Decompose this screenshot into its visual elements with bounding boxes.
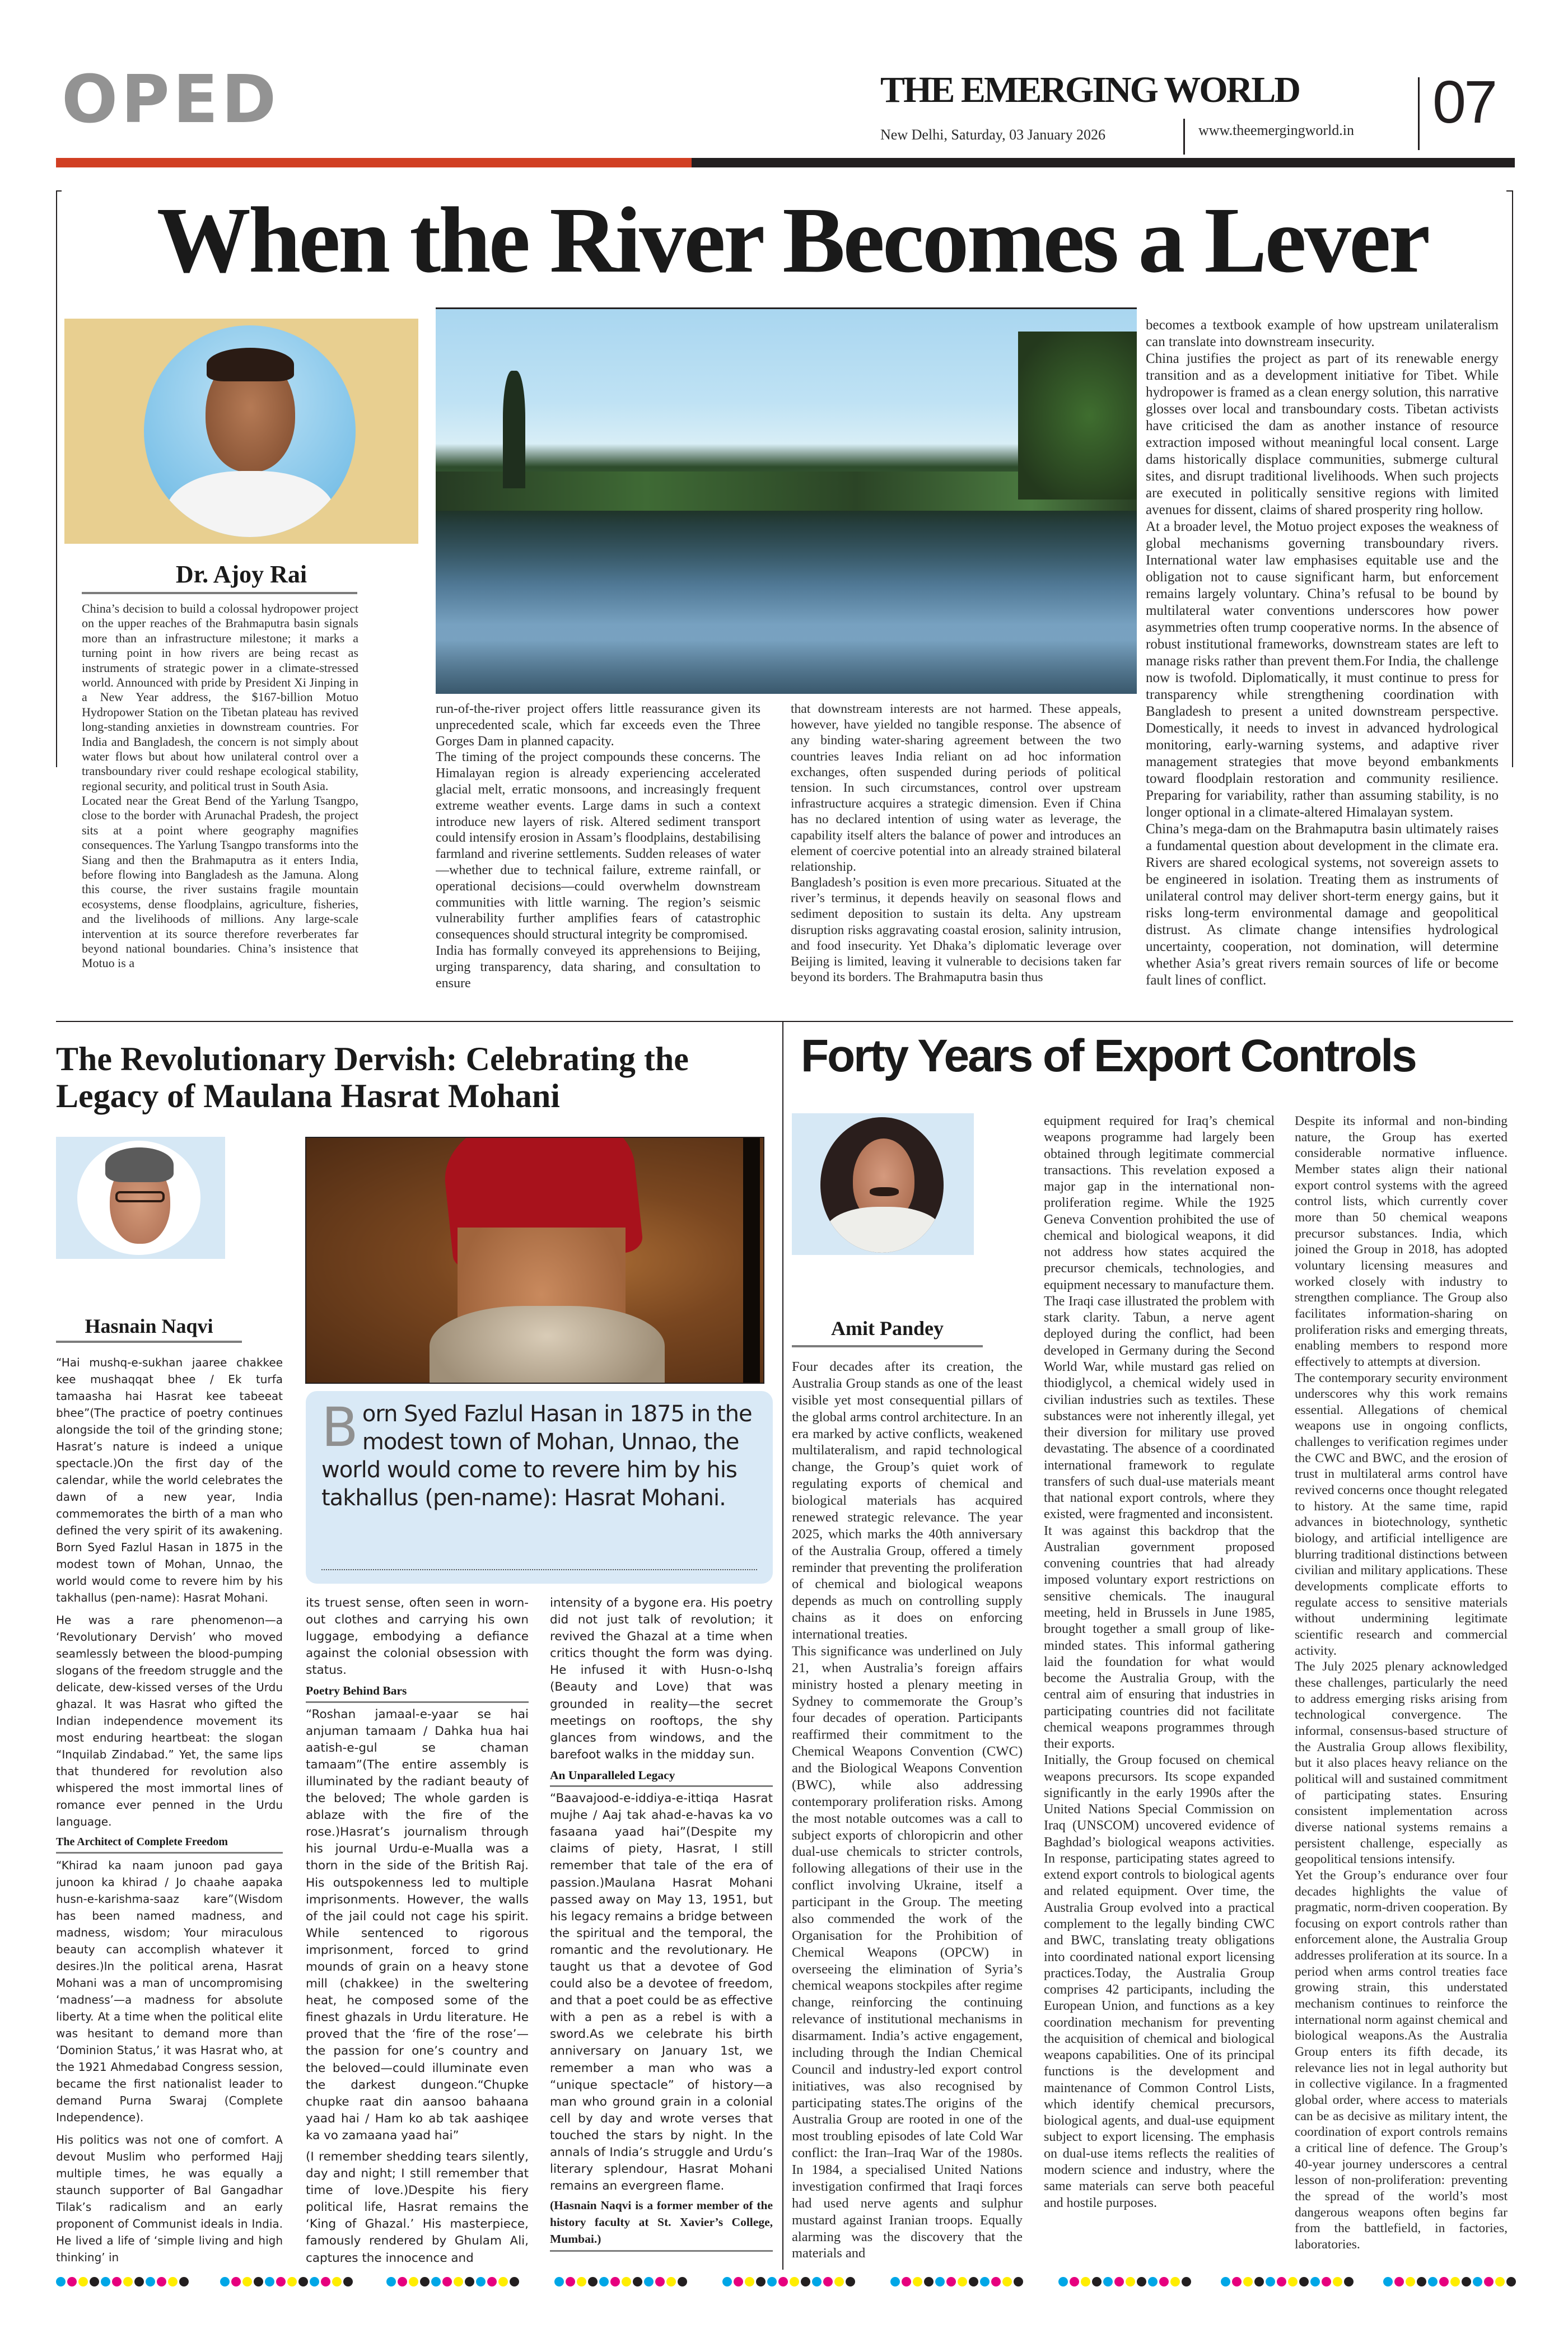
registration-dot — [1126, 2277, 1135, 2286]
paragraph: China’s mega-dam on the Brahmaputra basin ultimately raises a fundamental question about development in the climate era. Rivers are shared ecological systems, not sovereign assets to be engineered in isolation. Treating them as instruments of unilateral control may deliver short-term energy gains, but it risks long-term environmental damage and geopolitical distrust. As climate change intensifies hydrological uncertainty, cooperation, not domination, will determine whether Asia’s great rivers remain sources of life or become fault lines of conflict. — [1146, 822, 1499, 988]
photo-edge — [743, 1138, 760, 1384]
registration-dot — [90, 2277, 99, 2286]
registration-dot — [1344, 2277, 1354, 2286]
paragraph: The contemporary security environment underscores why this work remains essential. Allegations of chemical weapons use in ongoing conflicts, challenges to verification regimes under the CWC and BWC, and the erosion of trust in multilateral arms control have revived concerns once thought relegated to history. At the same time, rapid advances in biotechnology, synthetic biology, and artificial intelligence are blurring traditional distinctions between civilian and military applications. These developments complicate efforts to regulate access to sensitive materials without undermining legitimate scientific research and commercial activity. — [1295, 1370, 1508, 1658]
byline-rule — [56, 1341, 242, 1343]
registration-dot — [332, 2277, 342, 2286]
registration-dot — [1288, 2277, 1298, 2286]
author-photo-ajoy-rai — [64, 319, 418, 544]
registration-dot — [734, 2277, 743, 2286]
registration-dot — [801, 2277, 810, 2286]
registration-dot — [1159, 2277, 1169, 2286]
registration-dot — [298, 2277, 308, 2286]
registration-dot — [56, 2277, 66, 2286]
water-reflection — [436, 511, 1137, 694]
registration-dot — [991, 2277, 1001, 2286]
author-photo-amit-pandey — [792, 1113, 974, 1255]
hasrat-mohani-portrait — [305, 1137, 764, 1384]
registration-dot — [655, 2277, 665, 2286]
registration-dot — [678, 2277, 687, 2286]
registration-dot — [1322, 2277, 1331, 2286]
river-landscape-photo — [436, 307, 1137, 694]
pull-quote-text — [321, 1396, 757, 1512]
registration-dot — [1495, 2277, 1505, 2286]
registration-dot — [1299, 2277, 1309, 2286]
registration-dot — [946, 2277, 956, 2286]
paragraph: equipment required for Iraq’s chemical weapons programme had largely been obtained through legitimate commercial transactions. This revelation exposed a major gap in the international non-proliferation regime. While the 1925 Geneva Convention prohibited the use of chemical and biological weapons, it did not address how states acquired the precursor chemicals, technologies, and equipment necessary to manufacture them. — [1044, 1114, 1275, 1292]
paragraph: China’s decision to build a colossal hydropower project on the upper reaches of the Brahmaputra basin signals more than an infrastructure milestone; it marks a turning point in how rivers are being recast as instruments of strategic power in a climate-stressed world. Announced with pride by President Xi Jinping in a New Year address, the $167-billion Motuo Hydropower Station on the Tibetan plateau has revived long-standing anxieties in downstream countries. For India and Bangladesh, the concern is not simply about water flows but about how unilateral control over a transboundary river could reshape ecological stability, regional security, and political trust in South Asia. — [82, 601, 358, 793]
mohani-column-2 — [306, 1595, 529, 2267]
cmyk-registration-marks — [1383, 2277, 1516, 2286]
registration-dot — [756, 2277, 766, 2286]
registration-dot — [924, 2277, 934, 2286]
registration-dot — [1103, 2277, 1113, 2286]
registration-dot — [1428, 2277, 1438, 2286]
paragraph: Bangladesh’s position is even more precarious. Situated at the river’s terminus, it depends heavily on seasonal flows and sediment deposition to sustain its delta. Any upstream disruption risks aggravating coastal erosion, salinity intrusion, and food insecurity. Yet Dhaka’s diplomatic leverage over Beijing is limited, leaving it vulnerable to decisions taken far beyond its borders. The Brahmaputra basin thus — [791, 875, 1121, 985]
registration-dot — [78, 2277, 88, 2286]
cmyk-registration-marks — [1221, 2277, 1354, 2286]
registration-dot — [420, 2277, 430, 2286]
frame-border — [56, 190, 57, 767]
lead-headline: When the River Becomes a Lever — [156, 188, 1429, 292]
registration-dot — [1002, 2277, 1012, 2286]
author-portrait-icon — [77, 1141, 200, 1255]
hair-shape — [207, 348, 294, 381]
registration-dot — [1070, 2277, 1079, 2286]
registration-dot — [554, 2277, 564, 2286]
dotted-rule — [321, 1569, 757, 1570]
column-divider — [782, 1021, 783, 2270]
tree-shape — [503, 371, 525, 488]
registration-dot — [1506, 2277, 1516, 2286]
beard-shape — [430, 1306, 665, 1384]
registration-dot — [454, 2277, 463, 2286]
registration-dot — [409, 2277, 418, 2286]
registration-dot — [168, 2277, 178, 2286]
registration-dot — [112, 2277, 122, 2286]
cmyk-registration-marks — [1058, 2277, 1191, 2286]
glasses-shape — [115, 1191, 165, 1202]
tree-shape — [1018, 332, 1137, 500]
registration-dot — [1092, 2277, 1102, 2286]
registration-dot — [778, 2277, 788, 2286]
registration-dot — [498, 2277, 508, 2286]
registration-dot — [767, 2277, 777, 2286]
export-column-2 — [1044, 1113, 1275, 2267]
pull-quote-body: orn Syed Fazlul Hasan in 1875 in the modest town of Mohan, Unnao, the world would come to revere him by his takhallus (pen-name): Hasrat Mohani. — [321, 1401, 752, 1511]
registration-dot — [386, 2277, 396, 2286]
cmyk-registration-marks — [386, 2277, 519, 2286]
registration-dot — [1254, 2277, 1264, 2286]
registration-dot — [123, 2277, 133, 2286]
hair-shape — [105, 1147, 174, 1182]
website-link[interactable]: www.theemergingworld.in — [1198, 122, 1355, 138]
registration-dot — [599, 2277, 609, 2286]
lead-column-1 — [82, 601, 358, 991]
export-headline: Forty Years of Export Controls — [801, 1030, 1416, 1081]
cmyk-registration-marks — [554, 2277, 687, 2286]
paragraph: intensity of a bygone era. His poetry did not just talk of revolution; it revived the Ghazal at a time when critics thought the form was dying. He infused it with Husn-o-Ishq (Beauty and Love) that was grounded in reality—the secret meetings on rooftops, the shy glances from windows, and the barefoot walks in the midday sun. — [550, 1596, 773, 1762]
paragraph: The July 2025 plenary acknowledged these challenges, particularly the need to address emerging risks arising from technological convergence. The informal, consensus-based structure of the Australia Group allows flexibility, but it also places heavy reliance on the political will and sustained commitment of participating states. Ensuring consistent implementation across diverse national systems remains a persistent challenge, especially as geopolitical tensions intensify. — [1295, 1659, 1508, 1867]
paragraph: run-of-the-river project offers little reassurance given its unprecedented scale, which far exceeds even the Three Gorges Dam in planned capacity. — [436, 702, 760, 749]
paragraph: “Baavajood-e-iddiya-e-ittiqa Hasrat mujhe / Aaj tak ahad-e-havas ka vo fasaana yaad hai”(Despite my claims of piety, Hasrat, I still remember that tale of the era of passion.)Maulana Hasrat Mohani passed away on May 13, 1951, but his legacy remains a bridge between the spiritual and the temporal, the romantic and the revolutionary. He taught us that a devotee of God could also be a devotee of freedom, and that a poet could be as effective with a pen as a rebel is with a sword.As we celebrate his birth anniversary on January 1st, we remember a man who was a “unique spectacle” of history—a man who ground grain in a colonial cell by day and wrote verses that touched the stars by night. In the annals of India’s struggle and Urdu’s literary splendour, Hasrat Mohani remains an evergreen flame. — [550, 1791, 773, 2194]
paragraph: He was a rare phenomenon—a ‘Revolutionary Dervish’ who moved seamlessly between the blood-pumping slogans of the freedom struggle and the delicate, dew-kissed verses of the Urdu ghazal. It was Hasrat who gifted the Indian independence movement its most enduring heartbeat: the slogan “Inquilab Zindabad.” Yet, the same lips that thundered for revolution also whispered the most immortal lines of romance ever penned in the Urdu language. — [56, 1613, 283, 1828]
registration-dot — [242, 2277, 252, 2286]
registration-dot — [1232, 2277, 1242, 2286]
registration-dot — [254, 2277, 263, 2286]
paragraph: His politics was not one of comfort. A devout Muslim who performed Hajj multiple times, he was equally a staunch supporter of Bal Gangadhar Tilak’s radicalism and an early proponent of Communist ideals in India. He lived a life of ‘simple living and high thinking’ in — [56, 2133, 283, 2264]
registration-dot — [846, 2277, 855, 2286]
registration-dot — [1406, 2277, 1415, 2286]
moustache-shape — [870, 1187, 899, 1196]
lead-column-2 — [436, 701, 760, 992]
registration-dot — [1484, 2277, 1494, 2286]
registration-dot — [265, 2277, 274, 2286]
author-portrait-icon — [144, 325, 356, 537]
paragraph: China justifies the project as part of its renewable energy transition and as a development initiative for Tibet. While hydropower is framed as a clean energy solution, this narrative glosses over local and transboundary costs. Tibetan activists have criticised the dam as another instance of resource extraction imposed without meaningful local consent. Large dams historically displace communities, submerge cultural sites, and disrupt traditional livelihoods. When such projects are executed in politically sensitive regions with limited avenues for dissent, claims of shared prosperity ring hollow. — [1146, 351, 1499, 517]
registration-dot — [610, 2277, 620, 2286]
paragraph: (I remember shedding tears silently, day and night; I still remember that time of love.)Despite his fiery political life, Hasrat remains the ‘King of Ghazal.’ His masterpiece, famously rendered by Ghulam Ali, captures the innocence and — [306, 2150, 529, 2265]
dateline: New Delhi, Saturday, 03 January 2026 — [880, 127, 1105, 143]
registration-dot — [1114, 2277, 1124, 2286]
registration-dot — [823, 2277, 833, 2286]
registration-dot — [276, 2277, 286, 2286]
registration-dot — [588, 2277, 598, 2286]
registration-dot — [1221, 2277, 1230, 2286]
subhead-architect: The Architect of Complete Freedom — [56, 1833, 283, 1854]
registration-dot — [1243, 2277, 1253, 2286]
registration-dot — [146, 2277, 155, 2286]
registration-dot — [343, 2277, 353, 2286]
registration-dot — [1058, 2277, 1068, 2286]
subhead-legacy: An Unparalleled Legacy — [550, 1767, 773, 1787]
byline-hasnain-naqvi: Hasnain Naqvi — [85, 1315, 213, 1337]
registration-dot — [134, 2277, 144, 2286]
registration-dot — [1137, 2277, 1146, 2286]
registration-dot — [220, 2277, 230, 2286]
paragraph: Yet the Group’s endurance over four decades highlights the value of pragmatic, norm-driven cooperation. By focusing on export controls rather than enforcement alone, the Australia Group addresses proliferation at its source. In a period when arms control treaties face growing strain, this understated mechanism continues to reinforce the international norm against chemical and biological weapons.As the Australia Group enters its fifth decade, its relevance lies not in legal authority but in collective vigilance. In a fragmented global order, where access to materials can be as decisive as military intent, the coordination of export controls remains a critical line of defence. The Group’s 40-year journey underscores a central lesson of non-proliferation: preventing the spread of the world’s most dangerous weapons often begins far from the battlefield, in factories, laboratories. — [1295, 1868, 1508, 2252]
registration-dot — [834, 2277, 844, 2286]
registration-dot — [287, 2277, 297, 2286]
divider — [1183, 119, 1185, 155]
paragraph: its truest sense, often seen in worn-out clothes and carrying his own luggage, embodying a defiance against the colonial obsession with status. — [306, 1596, 529, 1678]
registration-dot — [398, 2277, 407, 2286]
paragraph: Four decades after its creation, the Australia Group stands as one of the least visible yet most consequential pillars of the global arms control architecture. In an era marked by active conflicts, weakened multilateralism, and rapid technological change, the Group’s quiet work of regulating exports of chemical and biological materials has acquired renewed strategic relevance. The year 2025, which marks the 40th anniversary of the Australia Group, offered a timely reminder that preventing the proliferation of chemical and biological weapons depends as much on controlling supply chains as it does on enforcing international treaties. — [792, 1359, 1023, 1642]
registration-dot — [1148, 2277, 1158, 2286]
author-credit: (Hasnain Naqvi is a former member of the history faculty at St. Xavier’s College, Mumbai.) — [550, 2197, 773, 2251]
registration-dot — [1014, 2277, 1023, 2286]
registration-dot — [1417, 2277, 1426, 2286]
lead-column-3 — [791, 701, 1121, 992]
byline-amit-pandey: Amit Pandey — [831, 1317, 944, 1340]
paragraph: At a broader level, the Motuo project exposes the weakness of global mechanisms governing transboundary rivers. International water law emphasises equitable use and the obligation not to cause significant harm, but enforcement remains largely voluntary. China’s refusal to be bound by multilateral water conventions underscores how power asymmetries often trump cooperative norms. In the absence of robust institutional frameworks, downstream states are left to manage risks rather than prevent them.For India, the challenge now is twofold. Diplomatically, it must continue to press for transparency while strengthening coordination with Bangladesh to present a united downstream perspective. Domestically, it needs to invest in advanced hydrological monitoring, early-warning systems, and adaptive river management strategies that move beyond embankments toward floodplain restoration and community resilience. Preparing for variability, rather than assuming stability, is no longer optional in a climate-altered Himalayan system. — [1146, 519, 1499, 820]
frame-border — [1512, 190, 1513, 767]
paragraph: It was against this backdrop that the Australian government proposed convening countries that had already imposed voluntary export restrictions on sensitive chemicals. The inaugural meeting, held in Brussels in June 1985, brought together a small group of like-minded states. This informal gathering laid the foundation for what would become the Australia Group, with the central aim of ensuring that industries in participating countries did not facilitate chemical weapons programmes through their exports. — [1044, 1523, 1275, 1752]
registration-dot — [465, 2277, 474, 2286]
export-column-1 — [792, 1359, 1023, 2267]
registration-dot — [1081, 2277, 1090, 2286]
registration-dot — [1182, 2277, 1191, 2286]
mohani-headline: The Revolutionary Dervish: Celebrating the Legacy of Maulana Hasrat Mohani — [56, 1040, 689, 1114]
registration-dot — [101, 2277, 110, 2286]
registration-dot — [157, 2277, 166, 2286]
cmyk-registration-marks — [56, 2277, 189, 2286]
mohani-column-3 — [550, 1595, 773, 2267]
author-portrait-icon — [820, 1117, 944, 1253]
author-photo-hasnain-naqvi — [56, 1137, 225, 1259]
paragraph: that downstream interests are not harmed. These appeals, however, have yielded no tangible response. The absence of any binding water-sharing agreement between the two countries leaves India reliant on ad hoc information exchanges, often suspended during periods of political tension. In such circumstances, control over upstream infrastructure acquires a strategic dimension. Even if China has no declared intention of using water as leverage, the capability itself alters the balance of power and introduces an element of coercive potential into an already strained bilateral relationship. — [791, 702, 1121, 874]
paragraph: India has formally conveyed its apprehensions to Beijing, urging transparency, data sharing, and consultation to ensure — [436, 943, 760, 991]
registration-dot — [790, 2277, 799, 2286]
registration-dot — [1170, 2277, 1180, 2286]
registration-dot — [179, 2277, 189, 2286]
registration-dot — [969, 2277, 978, 2286]
registration-dot — [577, 2277, 586, 2286]
registration-dot — [890, 2277, 900, 2286]
registration-dot — [1310, 2277, 1320, 2286]
registration-dot — [902, 2277, 911, 2286]
registration-dot — [666, 2277, 676, 2286]
registration-dot — [476, 2277, 486, 2286]
byline-rule — [82, 592, 357, 594]
shirt-shape — [825, 1207, 942, 1253]
registration-dot — [442, 2277, 452, 2286]
page-number: 07 — [1432, 68, 1496, 136]
registration-dot — [487, 2277, 497, 2286]
registration-dot — [310, 2277, 319, 2286]
registration-dot — [510, 2277, 519, 2286]
registration-dot — [1473, 2277, 1482, 2286]
byline-ajoy-rai: Dr. Ajoy Rai — [175, 561, 307, 588]
registration-dot — [622, 2277, 631, 2286]
divider — [1418, 77, 1420, 150]
pull-quote — [306, 1391, 773, 1584]
registration-dot — [633, 2277, 642, 2286]
paragraph: This significance was underlined on July 21, when Australia’s foreign affairs ministry hosted a plenary meeting in Sydney to commemorate the Group’s four decades of operation. Participants reaffirmed their commitment to the Chemical Weapons Convention (CWC) and the Biological Weapons Convention (BWC), while also addressing contemporary proliferation risks. Among the most notable outcomes was a call to subject exports of chloropicrin and other dual-use chemicals to stricter controls, following allegations of their use in the conflict involving Ukraine, itself a participant in the Group. The meeting also commended the work of the Organisation for the Prohibition of Chemical Weapons (OPCW) in overseeing the elimination of Syria’s chemical weapons stockpiles after regime change, reinforcing the continuing relevance of institutional mechanisms in disarmament. India’s active engagement, including through the Indian Chemical Council and industry-led export control initiatives, was also recognised by participating states.The origins of the Australia Group are rooted in one of the most troubling episodes of late Cold War conflict: the Iran–Iraq War of the 1980s. In 1984, a specialised United Nations investigation confirmed that Iraqi forces had used nerve agents and sulphur mustard against Iranian troops. Equally alarming was the discovery that the materials and — [792, 1643, 1023, 2261]
paragraph: Despite its informal and non-binding nature, the Group has exerted considerable normative influence. Member states align their national export control systems with the agreed control lists, which currently cover more than 50 chemical weapons precursor substances. India, which joined the Group in 2018, has adopted voluntary licensing measures and worked closely with industry to strengthen compliance. The Group also facilitates information-sharing on proliferation risks and emerging threats, enabling members to respond more effectively to attempts at diversion. — [1295, 1114, 1508, 1369]
shirt-shape — [166, 471, 334, 537]
masthead-accent-bar — [56, 158, 692, 167]
mohani-column-1 — [56, 1354, 283, 2267]
registration-dot — [67, 2277, 77, 2286]
registration-dot — [745, 2277, 754, 2286]
cmyk-registration-marks — [890, 2277, 1023, 2286]
subhead-poetry: Poetry Behind Bars — [306, 1682, 529, 1702]
registration-dot — [566, 2277, 575, 2286]
section-label: OPED — [62, 60, 280, 138]
registration-dot — [431, 2277, 441, 2286]
cmyk-registration-marks — [722, 2277, 855, 2286]
paragraph: The timing of the project compounds these concerns. The Himalayan region is already experiencing accelerated glacial melt, erratic monsoons, and increasingly frequent extreme weather events. Large dams in such a context introduce new layers of risk. Altered sediment transport could intensify erosion in Assam’s floodplains, destabilising farmland and riverine settlements. Sudden releases of water—whether due to technical failure, extreme rainfall, or operational decisions—could overwhelm downstream communities with little warning. The region’s seismic vulnerability further amplifies fears of catastrophic consequences should structural integrity be compromised. — [436, 750, 760, 942]
masthead-bar — [692, 158, 1515, 167]
paragraph: The Iraqi case illustrated the problem with stark clarity. Tabun, a nerve agent deployed during the conflict, had been developed in Germany during the Second World War, while mustard gas relied on thiodiglycol, a chemical widely used in civilian industries such as textiles. These substances were not inherently illegal, yet their diversion for military use proved devastating. The absence of a coordinated international framework to regulate transfers of such dual-use materials meant that national export controls, where they existed, were fragmented and inconsistent. — [1044, 1294, 1275, 1522]
lead-column-4 — [1146, 317, 1499, 992]
registration-dot — [980, 2277, 990, 2286]
registration-dot — [1462, 2277, 1471, 2286]
registration-dot — [812, 2277, 822, 2286]
registration-dot — [1277, 2277, 1286, 2286]
registration-dot — [1383, 2277, 1393, 2286]
registration-dot — [958, 2277, 967, 2286]
section-divider — [56, 1021, 1513, 1022]
registration-dot — [1439, 2277, 1449, 2286]
registration-dot — [1394, 2277, 1404, 2286]
newspaper-name: THE EMERGING WORLD — [880, 69, 1299, 110]
cmyk-registration-marks — [220, 2277, 353, 2286]
paragraph: Initially, the Group focused on chemical weapons precursors. Its scope expanded significantly in the early 1990s after the United Nations Special Commission on Iraq (UNSCOM) uncovered evidence of Baghdad’s biological weapons activities. In response, participating states agreed to extend export controls to biological agents and related equipment. Over time, the Australia Group evolved into a practical complement to the legally binding CWC and BWC, translating treaty obligations into coordinated national export licensing practices.Today, the Australia Group comprises 42 participants, including the European Union, and functions as a key coordination mechanism for preventing the acquisition of chemical and biological weapons capabilities. One of its principal functions is the development and maintenance of Common Control Lists, which identify chemical precursors, biological agents, and dual-use equipment subject to export licensing. The emphasis on dual-use items reflects the realities of modern science and industry, where the same materials can serve both peaceful and hostile purposes. — [1044, 1753, 1275, 2210]
paragraph: Located near the Great Bend of the Yarlung Tsangpo, close to the border with Arunachal Pradesh, the project sits at a point where geography magnifies consequences. The Yarlung Tsangpo transforms into the Siang and then the Brahmaputra as it enters India, before flowing into Bangladesh as the Jamuna. Along this course, the river sustains fragile mountain ecosystems, dense floodplains, agriculture, fisheries, and the livelihoods of millions. Any large-scale intervention at its source therefore reverberates far beyond national boundaries. China’s insistence that Motuo is a — [82, 794, 358, 970]
paragraph: “Hai mushq-e-sukhan jaaree chakkee kee mushaqqat bhee / Ek turfa tamaasha hai Hasrat kee tabeeat bhee”(The practice of poetry continues alongside the toil of the grinding stone; Hasrat’s nature is indeed a unique spectacle.)On the first day of the calendar, while the world celebrates the dawn of a new year, India commemorates the birth of a man who defined the very spirit of its awakening. Born Syed Fazlul Hasan in 1875 in the modest town of Mohan, Unnao, the world would come to revere him by his takhallus (pen-name): Hasrat Mohani. — [56, 1356, 283, 1604]
registration-dot — [644, 2277, 654, 2286]
registration-dot — [321, 2277, 330, 2286]
registration-dot — [1333, 2277, 1342, 2286]
registration-dot — [231, 2277, 241, 2286]
drop-cap: B — [321, 1396, 358, 1459]
paragraph: “Roshan jamaal-e-yaar se hai anjuman tamaam / Dahka hua hai aatish-e-gul se chaman tamaam”(The entire assembly is illuminated by the radiant beauty of the beloved; The whole garden is ablaze with the fire of the rose.)Hasrat’s journalism through his journal Urdu-e-Mualla was a thorn in the side of the British Raj. His outspokenness led to multiple imprisonments. However, the walls of the jail could not cage his spirit. While sentenced to rigorous imprisonment, forced to grind mounds of grain on a heavy stone mill (chakkee) in the sweltering heat, he composed some of the finest ghazals in Urdu literature. He proved that the ‘fire of the rose’—the passion for one’s country and the beloved—could illuminate even the darkest dungeon.“Chupke chupke raat din aansoo bahaana yaad hai / Ham ko ab tak aashiqee ka vo zamaana yaad hai” — [306, 1707, 529, 2143]
paragraph: “Khirad ka naam junoon pad gaya junoon ka khirad / Jo chaahe aapaka husn-e-karishma-saaz kare”(Wisdom has been named madness, and madness, wisdom; Your miraculous beauty can accomplish whatever it desires.)In the political arena, Hasrat Mohani was a man of uncompromising ‘madness’—a madness for absolute liberty. At a time when the political elite was hesitant to demand more than ‘Dominion Status,’ it was Hasrat who, at the 1921 Ahmedabad Congress session, became the first nationalist leader to demand Purna Swaraj (Complete Independence). — [56, 1859, 283, 2124]
registration-dot — [1266, 2277, 1275, 2286]
registration-dot — [1450, 2277, 1460, 2286]
registration-dot — [913, 2277, 922, 2286]
byline-rule — [792, 1345, 983, 1347]
paragraph: becomes a textbook example of how upstream unilateralism can translate into downstream insecurity. — [1146, 318, 1499, 349]
export-column-3 — [1295, 1113, 1508, 2267]
registration-dot — [935, 2277, 945, 2286]
registration-dot — [722, 2277, 732, 2286]
